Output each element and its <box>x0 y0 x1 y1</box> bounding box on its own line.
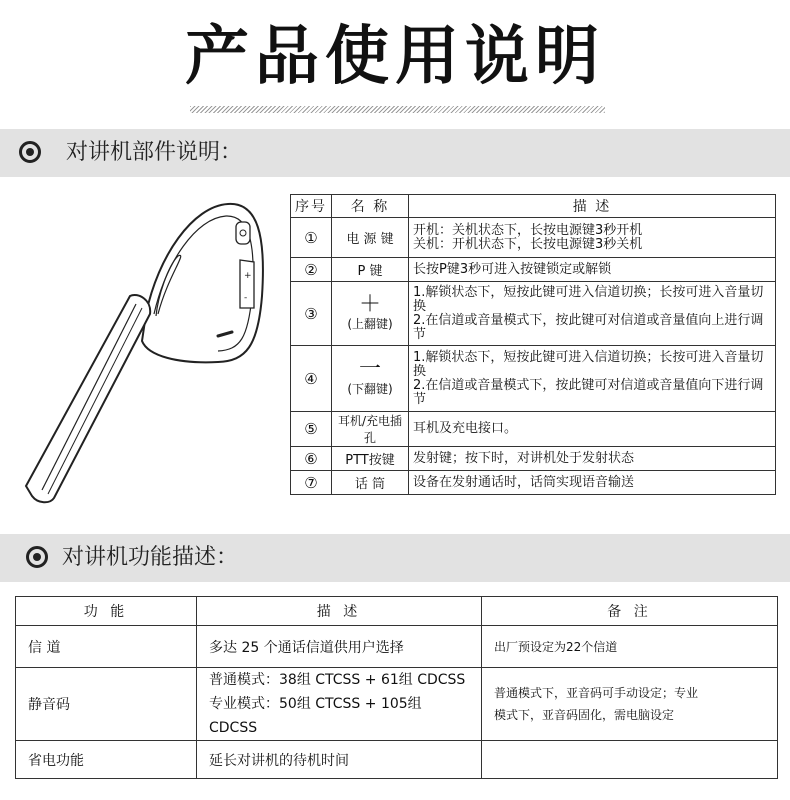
section-header-parts <box>0 129 790 177</box>
row-number: ③ <box>291 282 332 346</box>
row-number: ⑥ <box>291 447 332 471</box>
section-title-parts: 对讲机部件说明： <box>66 140 243 165</box>
column-header: 描 述 <box>409 195 776 218</box>
function-note: 出厂预设定为22个信道 <box>482 626 778 668</box>
target-circle-icon <box>19 141 41 163</box>
functions-table <box>15 596 778 779</box>
function-description: 普通模式：38组 CTCSS + 61组 CDCSS 专业模式：50组 CTCSS + 105组 CDCSS <box>197 668 482 741</box>
part-name: ＋ (上翻键) <box>332 282 409 346</box>
section-header-functions <box>0 534 790 582</box>
part-description: 1.解锁状态下，短按此键可进入信道切换；长按可进入音量切换 2.在信道或音量模式下，按此键可对信道或音量值向上进行调节 <box>409 282 776 346</box>
column-header: 描 述 <box>197 597 482 626</box>
column-header: 名 称 <box>332 195 409 218</box>
section-title-functions: 对讲机功能描述： <box>62 545 239 570</box>
part-name: 电 源 键 <box>332 218 409 258</box>
part-description: 长按P键3秒可进入按键锁定或解锁 <box>409 258 776 282</box>
table-row <box>291 346 776 412</box>
row-number: ① <box>291 218 332 258</box>
function-name: 省电功能 <box>16 741 197 779</box>
row-number: ⑦ <box>291 471 332 495</box>
part-description: 耳机及充电接口。 <box>409 412 776 447</box>
part-description: 1.解锁状态下，短按此键可进入信道切换；长按可进入音量切换 2.在信道或音量模式下，按此键可对信道或音量值向下进行调节 <box>409 346 776 412</box>
table-row <box>291 258 776 282</box>
function-note: 普通模式下，亚音码可手动设定；专业 模式下，亚音码固化，需电脑设定 <box>482 668 778 741</box>
function-description: 延长对讲机的待机时间 <box>197 741 482 779</box>
table-row <box>291 412 776 447</box>
function-name: 信 道 <box>16 626 197 668</box>
column-header: 序号 <box>291 195 332 218</box>
part-name: P 键 <box>332 258 409 282</box>
table-row <box>16 668 778 741</box>
function-note <box>482 741 778 779</box>
part-description: 设备在发射通话时，话筒实现语音输送 <box>409 471 776 495</box>
table-row <box>291 218 776 258</box>
part-description: 发射键；按下时，对讲机处于发射状态 <box>409 447 776 471</box>
part-description: 开机：关机状态下，长按电源键3秒开机 关机：开机状态下，长按电源键3秒关机 <box>409 218 776 258</box>
part-name: PTT按键 <box>332 447 409 471</box>
row-number: ⑤ <box>291 412 332 447</box>
page-title: 产品使用说明 <box>185 20 605 94</box>
table-header-row <box>16 597 778 626</box>
row-number: ④ <box>291 346 332 412</box>
table-row <box>291 447 776 471</box>
title-divider <box>190 106 605 113</box>
part-name: 一 (下翻键) <box>332 346 409 412</box>
row-number: ② <box>291 258 332 282</box>
plus-icon: ＋ <box>358 292 381 317</box>
table-row <box>291 282 776 346</box>
column-header: 备 注 <box>482 597 778 626</box>
part-name: 耳机/充电插孔 <box>332 412 409 447</box>
table-row <box>291 471 776 495</box>
function-description: 多达 25 个通话信道供用户选择 <box>197 626 482 668</box>
table-header-row <box>291 195 776 218</box>
svg-text:-: - <box>244 293 248 303</box>
table-row <box>16 741 778 779</box>
function-name: 静音码 <box>16 668 197 741</box>
table-row <box>16 626 778 668</box>
svg-text:+: + <box>244 271 252 281</box>
parts-table <box>290 194 776 495</box>
minus-icon: 一 <box>358 357 381 382</box>
target-circle-icon <box>26 546 48 568</box>
part-name: 话 筒 <box>332 471 409 495</box>
column-header: 功 能 <box>16 597 197 626</box>
earpiece-device-illustration <box>18 196 268 506</box>
